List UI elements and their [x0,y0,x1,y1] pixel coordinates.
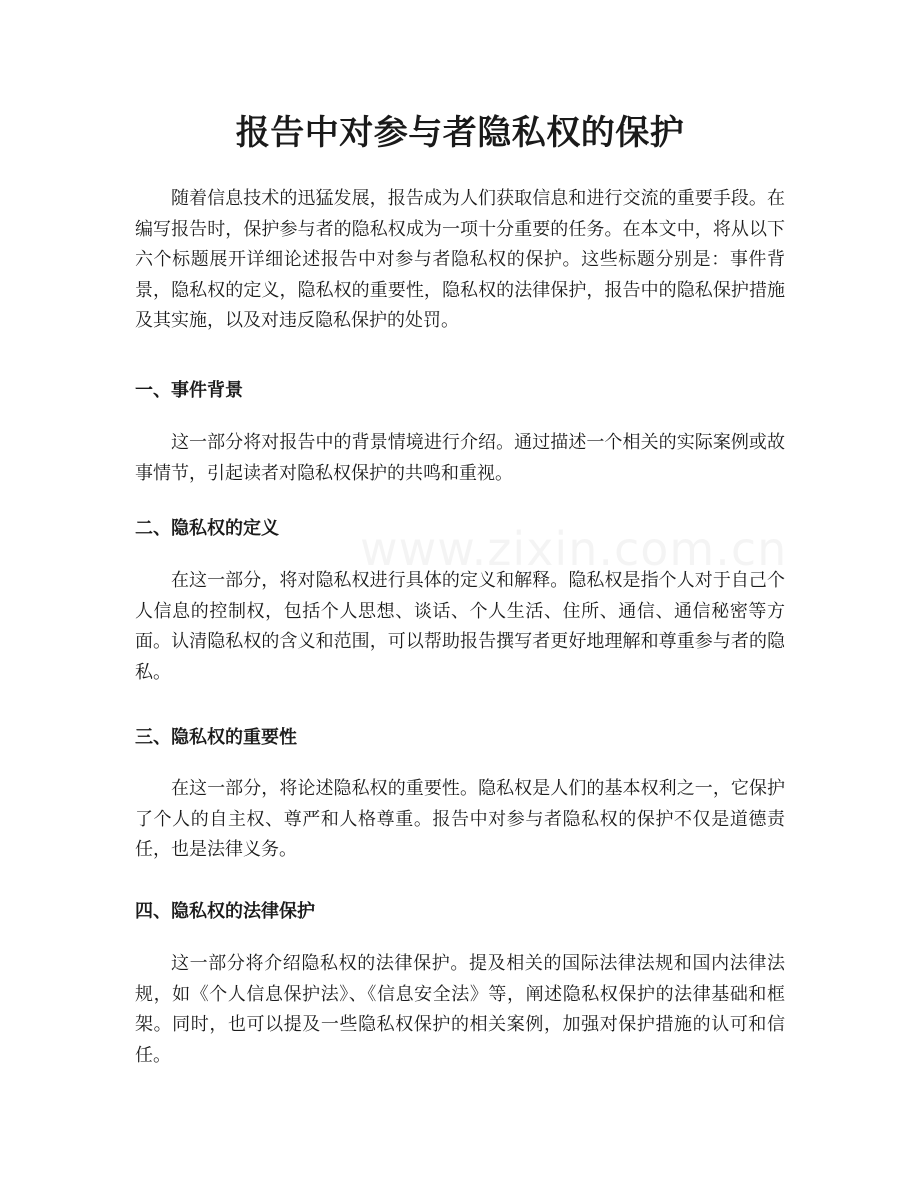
section-heading-1: 一、事件背景 [135,380,243,401]
section-body-4: 这一部分将介绍隐私权的法律保护。提及相关的国际法律法规和国内法律法规，如《个人信息保护法》、《信息安全法》等，阐述隐私权保护的法律基础和框架。同时，也可以提及一些隐私权保护的相关案例，加强对保护措施的认可和信任。 [135,953,785,1066]
section-body-3: 在这一部分，将论述隐私权的重要性。隐私权是人们的基本权利之一，它保护了个人的自主权、尊严和人格尊重。报告中对参与者隐私权的保护不仅是道德责任，也是法律义务。 [135,778,785,860]
intro-paragraph: 随着信息技术的迅猛发展，报告成为人们获取信息和进行交流的重要手段。在编写报告时，保护参与者的隐私权成为一项十分重要的任务。在本文中，将从以下六个标题展开详细论述报告中对参与者隐私权的保护。这些标题分别是：事件背景，隐私权的定义，隐私权的重要性，隐私权的法律保护，报告中的隐私保护措施及其实施，以及对违反隐私保护的处罚。 [135,188,785,331]
section-body-2: 在这一部分，将对隐私权进行具体的定义和解释。隐私权是指个人对于自己个人信息的控制权，包括个人思想、谈话、个人生活、住所、通信、通信秘密等方面。认清隐私权的含义和范围，可以帮助报告撰写者更好地理解和尊重参与者的隐私。 [135,570,785,683]
document-title: 报告中对参与者隐私权的保护 [235,113,685,153]
section-body-1: 这一部分将对报告中的背景情境进行介绍。通过描述一个相关的实际案例或故事情节，引起读者对隐私权保护的共鸣和重视。 [135,432,785,484]
section-heading-3: 三、隐私权的重要性 [135,727,297,748]
section-heading-2: 二、隐私权的定义 [135,518,279,539]
section-heading-4: 四、隐私权的法律保护 [135,901,315,922]
